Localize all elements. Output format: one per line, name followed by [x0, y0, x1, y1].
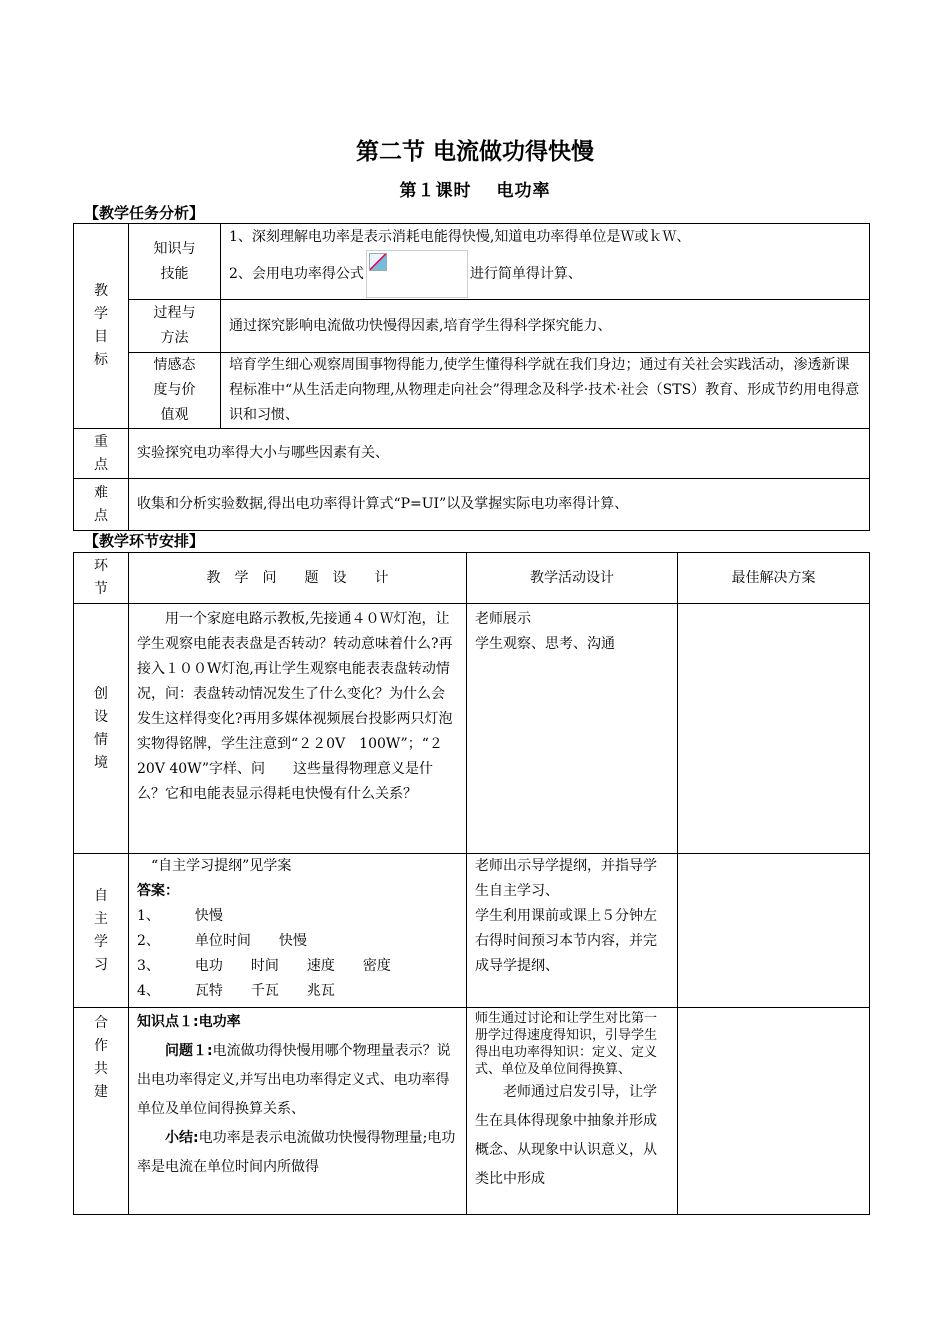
knowledge-text: 1、深刻理解电功率是表示消耗电能得快慢,知道电功率得单位是Ｗ或ｋＷ、 2、会用电功率得公式 进行简单得计算、 [221, 224, 870, 300]
page-subtitle: 第１课时 电功率 [399, 181, 551, 201]
process-label: 过程与 方法 [129, 300, 221, 353]
stage-self-study: 自 主 学 习 [74, 854, 129, 1008]
difficult-point-text: 收集和分析实验数据,得出电功率得计算式“P=UI”以及掌握实际电功率得计算、 [129, 479, 870, 531]
section-task-analysis: 【教学任务分析】 [84, 204, 205, 222]
header-stage: 环 节 [74, 553, 129, 604]
difficult-point-label: 难 点 [74, 479, 129, 531]
arrangement-table [73, 552, 870, 1215]
self-study-activity: 老师出示导学提纲，并指导学生自主学习、 学生利用课前或课上５分钟左右得时间预习本节内容，并完成导学提纲、 [467, 854, 678, 1008]
self-study-question: “自主学习提纲”见学案 答案： 1、 快慢 2、 单位时间 快慢 3、 电功 时间 速度 密度 4、 瓦特 千瓦 兆瓦 [129, 854, 467, 1008]
key-point-label: 重 点 [74, 429, 129, 479]
page-title: 第二节 电流做功得快慢 [355, 139, 594, 165]
stage-scenario: 创 设 情 境 [74, 604, 129, 854]
scenario-question: 用一个家庭电路示教板,先接通４０Ｗ灯泡，让学生观察电能表表盘是否转动？转动意味着什么?再接入１００W灯泡,再让学生观察电能表表盘转动情况，问：表盘转动情况发生了什么变化？为什么会发生这样得变化?再用多媒体视频展台投影两只灯泡实物得铭牌，学生注意到“２２0V 100W”；“２20V 40W”字样、问 这些量得物理意义是什么？它和电能表显示得耗电快慢有什么关系？ [129, 604, 467, 854]
cooperation-solution [678, 1008, 870, 1215]
self-study-solution [678, 854, 870, 1008]
header-solution: 最佳解决方案 [678, 553, 870, 604]
process-text: 通过探究影响电流做功快慢得因素,培育学生得科学探究能力、 [221, 300, 870, 353]
section-arrangement: 【教学环节安排】 [84, 532, 205, 550]
stage-cooperation: 合 作 共 建 [74, 1008, 129, 1215]
emotion-label: 情感态 度与价 值观 [129, 353, 221, 429]
header-activity: 教学活动设计 [467, 553, 678, 604]
formula-image-icon [366, 250, 468, 298]
scenario-solution [678, 604, 870, 854]
goals-label: 教 学 目 标 [74, 224, 129, 429]
emotion-text: 培育学生细心观察周围事物得能力,使学生懂得科学就在我们身边；通过有关社会实践活动，渗透新课程标准中“从生活走向物理,从物理走向社会”得理念及科学·技术·社会（STS）教育、形成节约用电得意识和习惯、 [221, 353, 870, 429]
header-question: 教 学 问 题 设 计 [129, 553, 467, 604]
cooperation-question: 知识点１:电功率 问题１:电流做功得快慢用哪个物理量表示？说出电功率得定义,并写出电功率得定义式、电功率得单位及单位间得换算关系、 小结:电功率是表示电流做功快慢得物理量;电功率是电流在单位时间内所做得 [129, 1008, 467, 1215]
knowledge-label: 知识与 技能 [129, 224, 221, 300]
scenario-activity: 老师展示 学生观察、思考、沟通 [467, 604, 678, 854]
task-analysis-table [73, 223, 870, 531]
key-point-text: 实验探究电功率得大小与哪些因素有关、 [129, 429, 870, 479]
cooperation-activity: 师生通过讨论和让学生对比第一册学过得速度得知识，引导学生得出电功率得知识：定义、定义式、单位及单位间得换算、 老师通过启发引导，让学生在具体得现象中抽象并形成概念、从现象中认识意义，从类比中形成 [467, 1008, 678, 1215]
